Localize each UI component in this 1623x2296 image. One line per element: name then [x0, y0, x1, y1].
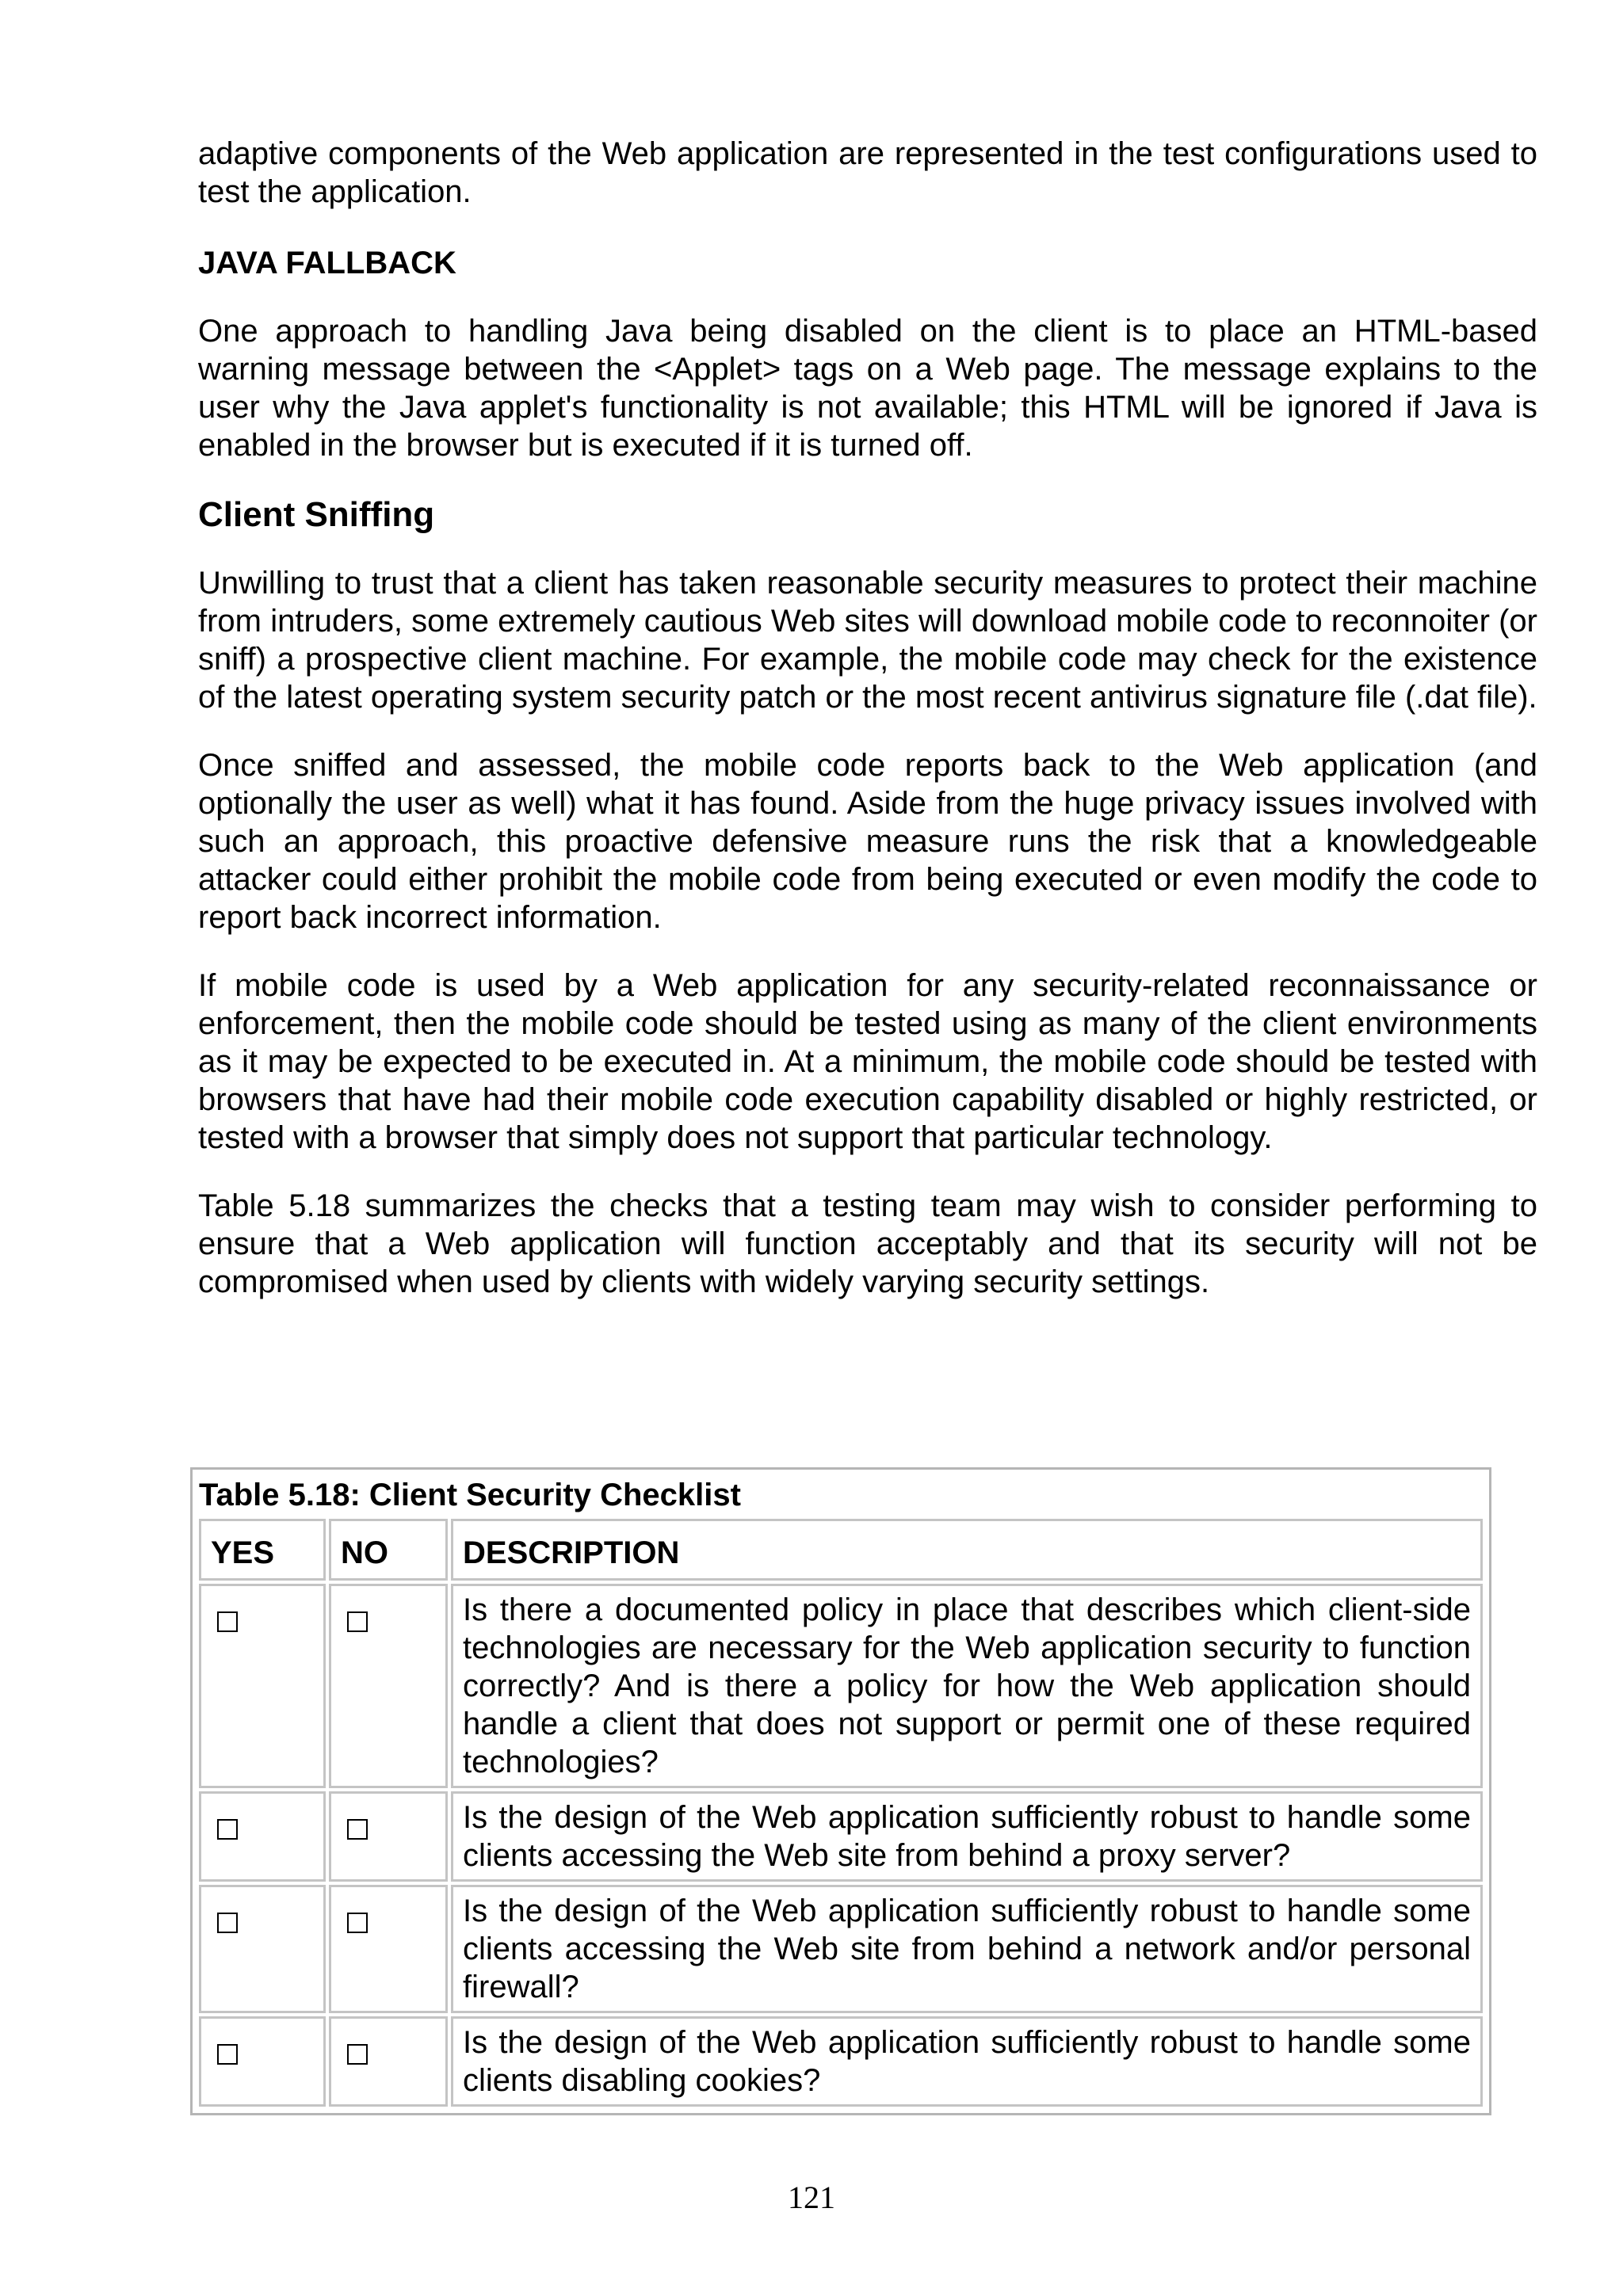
table-row: [199, 1584, 1483, 1788]
table-row: [199, 2016, 1483, 2107]
header-description: DESCRIPTION: [451, 1519, 1483, 1581]
yes-checkbox[interactable]: [217, 1913, 238, 1933]
no-checkbox[interactable]: [347, 1819, 368, 1840]
client-security-checklist-table: [190, 1467, 1491, 2115]
yes-checkbox[interactable]: [217, 1819, 238, 1840]
no-checkbox[interactable]: [347, 1611, 368, 1632]
yes-cell: [199, 1584, 326, 1788]
header-yes: YES: [199, 1519, 326, 1581]
client-sniffing-paragraph-1: Unwilling to trust that a client has taken reasonable security measures to protect their machine from intruders, some extremely cautious Web sites will download mobile code to reconnoiter (or sniff) a prospective client machine. For example, the mobile code may check for the existence of the latest operating system security patch or the most recent antivirus signature file (.dat file).: [198, 566, 1537, 715]
header-no: NO: [329, 1519, 448, 1581]
client-sniffing-paragraph-2: Once sniffed and assessed, the mobile code reports back to the Web application (and optionally the user as well) what it has found. Aside from the huge privacy issues involved with such an approach, this proactive defensive measure runs the risk that a knowledgeable attacker could either prohibit the mobile code from being executed or even modify the code to report back incorrect information.: [198, 748, 1537, 935]
no-checkbox[interactable]: [347, 1913, 368, 1933]
yes-checkbox[interactable]: [217, 2044, 238, 2065]
row-description: Is the design of the Web application sufficiently robust to handle some clients disabling cookies?: [451, 2016, 1483, 2107]
checklist-grid: [196, 1516, 1486, 2110]
java-fallback-heading: JAVA FALLBACK: [198, 246, 456, 280]
page-content: [198, 135, 1537, 1301]
no-checkbox[interactable]: [347, 2044, 368, 2065]
page-number: 121: [788, 2180, 835, 2215]
yes-cell: [199, 1885, 326, 2013]
table-caption: Table 5.18: Client Security Checklist: [199, 1478, 741, 1512]
row-description: Is the design of the Web application sufficiently robust to handle some clients accessing the Web site from behind a proxy server?: [451, 1791, 1483, 1882]
yes-cell: [199, 1791, 326, 1882]
java-fallback-paragraph: One approach to handling Java being disabled on the client is to place an HTML-based warning message between the <Applet> tags on a Web page. The message explains to the user why the Java applet's functionality is not available; this HTML will be ignored if Java is enabled in the browser but is executed if it is turned off.: [198, 314, 1537, 463]
no-cell: [329, 1791, 448, 1882]
table-header-row: [199, 1519, 1483, 1581]
no-cell: [329, 1584, 448, 1788]
yes-cell: [199, 2016, 326, 2107]
no-cell: [329, 1885, 448, 2013]
row-description: Is there a documented policy in place that describes which client-side technologies are necessary for the Web application security to function correctly? And is there a policy for how the Web application should handle a client that does not support or permit one of these required technologies?: [451, 1584, 1483, 1788]
no-cell: [329, 2016, 448, 2107]
client-sniffing-paragraph-4: Table 5.18 summarizes the checks that a testing team may wish to consider performing to ensure that a Web application will function acceptably and that its security will not be compromised when used by clients with widely varying security settings.: [198, 1188, 1537, 1299]
table-row: [199, 1885, 1483, 2013]
intro-paragraph: adaptive components of the Web application are represented in the test configurations used to test the application.: [198, 136, 1537, 209]
row-description: Is the design of the Web application sufficiently robust to handle some clients accessing the Web site from behind a network and/or personal firewall?: [451, 1885, 1483, 2013]
yes-checkbox[interactable]: [217, 1611, 238, 1632]
client-sniffing-paragraph-3: If mobile code is used by a Web application for any security-related reconnaissance or enforcement, then the mobile code should be tested using as many of the client environments as it may be expected to be executed in. At a minimum, the mobile code should be tested with browsers that have had their mobile code execution capability disabled or highly restricted, or tested with a browser that simply does not support that particular technology.: [198, 968, 1537, 1155]
client-sniffing-heading: Client Sniffing: [198, 495, 435, 534]
table-row: [199, 1791, 1483, 1882]
